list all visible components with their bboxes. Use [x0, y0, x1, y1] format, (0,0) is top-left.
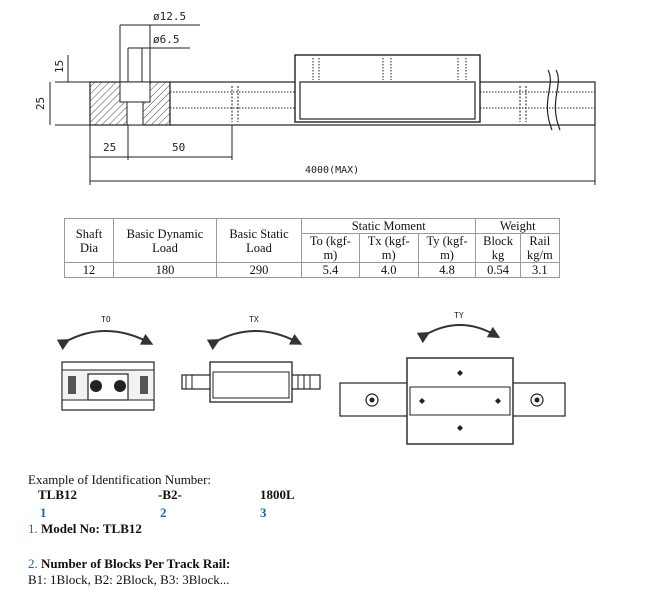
header-tx-l2: m): [381, 248, 396, 262]
header-rail-l2: kg/m: [526, 248, 553, 262]
moment-diagrams: [0, 310, 650, 460]
item2-number: 2.: [28, 556, 38, 571]
cell-block: 0.54: [476, 263, 520, 278]
item2: [28, 556, 230, 572]
header-dynamic-l1: Basic Dynamic: [126, 226, 204, 241]
dim-inner-diameter: ø6.5: [153, 33, 180, 46]
header-to: [302, 234, 360, 263]
dim-total-length: 4000(MAX): [305, 165, 360, 176]
header-ty: [418, 234, 476, 263]
header-static-moment: Static Moment: [302, 219, 476, 234]
header-rail: [520, 234, 559, 263]
header-block-l2: kg: [491, 248, 505, 262]
header-ty-l1: Ty (kgf-: [426, 234, 468, 248]
dim-height-25: 25: [34, 96, 48, 111]
label-ty: TY: [454, 311, 464, 320]
cell-to: 5.4: [302, 263, 360, 278]
header-static-l1: Basic Static: [229, 226, 289, 241]
header-ty-l2: m): [440, 248, 454, 262]
cell-static: 290: [217, 263, 302, 278]
ident-part-model: TLB12: [38, 487, 78, 502]
header-to-l2: m): [323, 248, 338, 262]
header-static-l2: Load: [246, 240, 272, 255]
cell-tx: 4.0: [359, 263, 418, 278]
item1: [28, 521, 142, 537]
header-block: [476, 234, 520, 263]
header-shaft: [65, 219, 114, 263]
spec-table: [64, 218, 560, 278]
ident-index-3: 3: [260, 505, 267, 520]
item2-text: Number of Blocks Per Track Rail:: [41, 556, 231, 571]
dim-outer-diameter: ø12.5: [153, 10, 187, 23]
ident-part-blocks: -B2-: [158, 487, 182, 502]
item2-description: B1: 1Block, B2: 2Block, B3: 3Block...: [28, 572, 230, 587]
ident-title: Example of Identification Number:: [28, 472, 212, 487]
dim-width-25: 25: [103, 141, 117, 154]
dim-height-15: 15: [53, 59, 67, 74]
ident-part-length: 1800L: [260, 487, 295, 502]
label-tx: TX: [249, 315, 259, 324]
header-shaft-l2: Dia: [79, 240, 99, 255]
header-tx-l1: Tx (kgf-: [367, 234, 410, 248]
item1-text: Model No: TLB12: [41, 521, 142, 536]
cell-shaft: 12: [65, 263, 114, 278]
header-weight: Weight: [476, 219, 560, 234]
header-static-load: [217, 219, 302, 263]
dim-pitch-50: 50: [172, 141, 186, 154]
header-to-l1: To (kgf-: [309, 234, 351, 248]
header-tx: [359, 234, 418, 263]
ident-index-1: 1: [40, 505, 47, 520]
header-block-l1: Block: [483, 234, 513, 248]
header-dynamic-l2: Load: [152, 240, 178, 255]
cell-rail: 3.1: [520, 263, 559, 278]
cell-ty: 4.8: [418, 263, 476, 278]
item1-number: 1.: [28, 521, 38, 536]
label-to: TO: [101, 315, 111, 324]
header-shaft-l1: Shaft: [75, 226, 103, 241]
table-row: [65, 263, 560, 278]
header-rail-l1: Rail: [529, 234, 551, 248]
cell-dynamic: 180: [114, 263, 217, 278]
header-dynamic-load: [114, 219, 217, 263]
ident-index-2: 2: [160, 505, 167, 520]
table-header-row-1: [65, 219, 560, 234]
